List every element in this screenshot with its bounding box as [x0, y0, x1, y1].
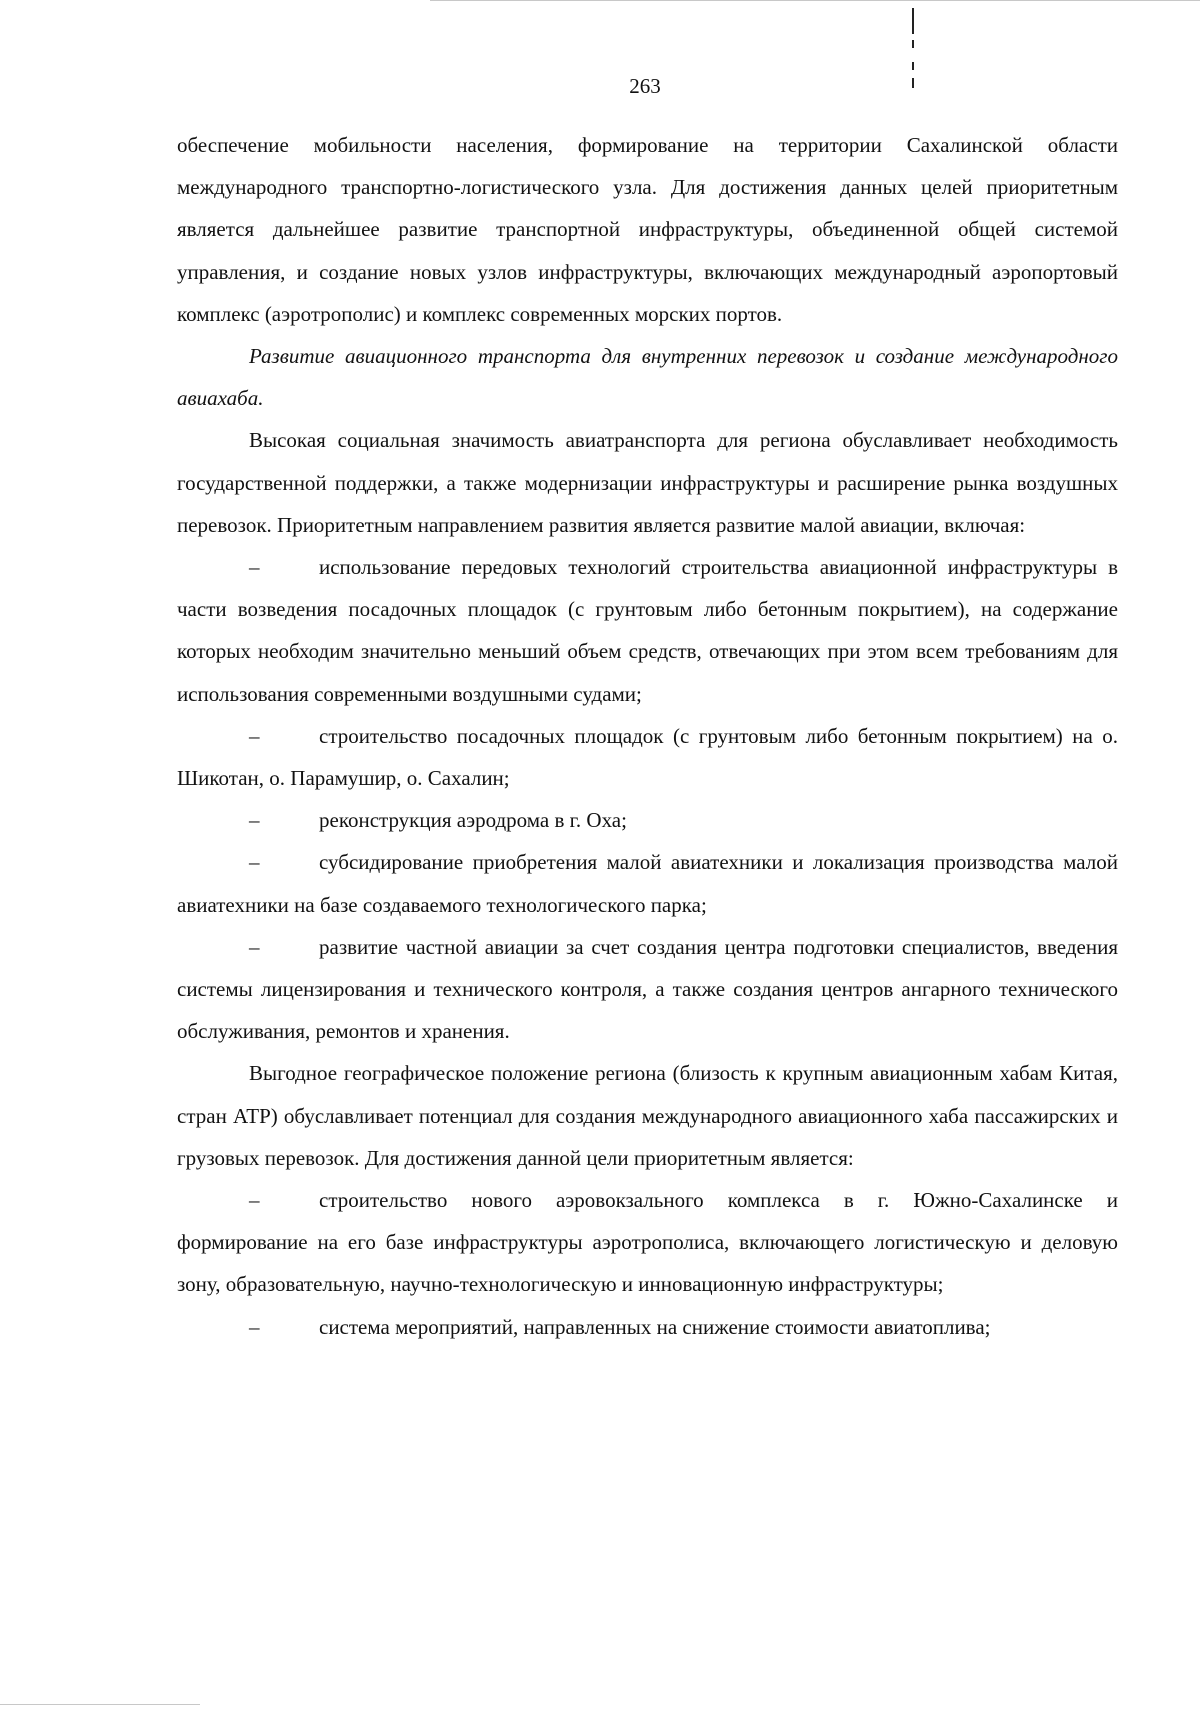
list-item: [177, 546, 1118, 715]
list-item-text: строительство нового аэровокзального комплекса в г. Южно-Сахалинске и формирование на его базе инфраструктуры аэротрополиса, включающего логистическую и деловую зону, образовательную, научно-технологическую и инновационную инфраструктуры;: [177, 1188, 1118, 1297]
paragraph: Высокая социальная значимость авиатранспорта для региона обуславливает необходимость государственной поддержки, а также модернизации инфраструктуры и расширение рынка воздушных перевозок. Приоритетным направлением развития является развитие малой авиации, включая:: [177, 428, 1118, 537]
dash-bullet: –: [249, 850, 260, 875]
paragraph: обеспечение мобильности населения, формирование на территории Сахалинской области международного транспортно-логистического узла. Для достижения данных целей приоритетным является дальнейшее развитие транспортной инфраструктуры, объединенной общей системой управления, и создание новых узлов инфраструктуры, включающих международный аэропортовый комплекс (аэротрополис) и комплекс современных морских портов.: [177, 133, 1118, 326]
list-item: [177, 926, 1118, 1053]
section-heading: Развитие авиационного транспорта для внутренних перевозок и создание международного авиахаба.: [177, 344, 1118, 411]
binder-mark: [912, 40, 914, 48]
list-item: [177, 799, 1118, 841]
list-item-text: субсидирование приобретения малой авиатехники и локализация производства малой авиатехники на базе создаваемого технологического парка;: [177, 850, 1118, 917]
dash-bullet: –: [249, 934, 260, 959]
dash-bullet: –: [249, 723, 260, 748]
scan-bottom-edge: [0, 1704, 200, 1705]
page-number: 263: [629, 74, 661, 98]
paragraph: Выгодное географическое положение региона (близость к крупным авиационным хабам Китая, стран АТР) обуславливает потенциал для создания международного авиационного хаба пассажирских и грузовых перевозок. Для достижения данной цели приоритетным является:: [177, 1061, 1118, 1170]
list-item-text: развитие частной авиации за счет создания центра подготовки специалистов, введения системы лицензирования и технического контроля, а также создания центров ангарного технического обслуживания, ремонтов и хранения.: [177, 934, 1118, 1044]
list-item: [177, 841, 1118, 925]
list-item: [177, 1306, 1118, 1348]
binder-mark: [912, 8, 914, 34]
list-item: [177, 1179, 1118, 1306]
binder-mark: [912, 62, 914, 70]
dash-bullet: –: [249, 1314, 260, 1339]
dash-bullet: –: [249, 808, 260, 833]
dash-bullet: –: [249, 555, 260, 580]
list-item-text: строительство посадочных площадок (с грунтовым либо бетонным покрытием) на о. Шикотан, о. Парамушир, о. Сахалин;: [177, 723, 1118, 791]
list-item-text: использование передовых технологий строительства авиационной инфраструктуры в части возведения посадочных площадок (с грунтовым либо бетонным покрытием), на содержание которых необходим значительно меньший объем средств, отвечающих при этом всем требованиям для использования современными воздушными судами;: [177, 555, 1118, 706]
list-item-text: система мероприятий, направленных на снижение стоимости авиатоплива;: [319, 1314, 991, 1339]
list-item: [177, 715, 1118, 799]
scan-top-edge: [430, 0, 1200, 1]
dash-bullet: –: [249, 1188, 260, 1213]
list-item-text: реконструкция аэродрома в г. Оха;: [319, 808, 627, 833]
document-body: [177, 124, 1118, 1348]
